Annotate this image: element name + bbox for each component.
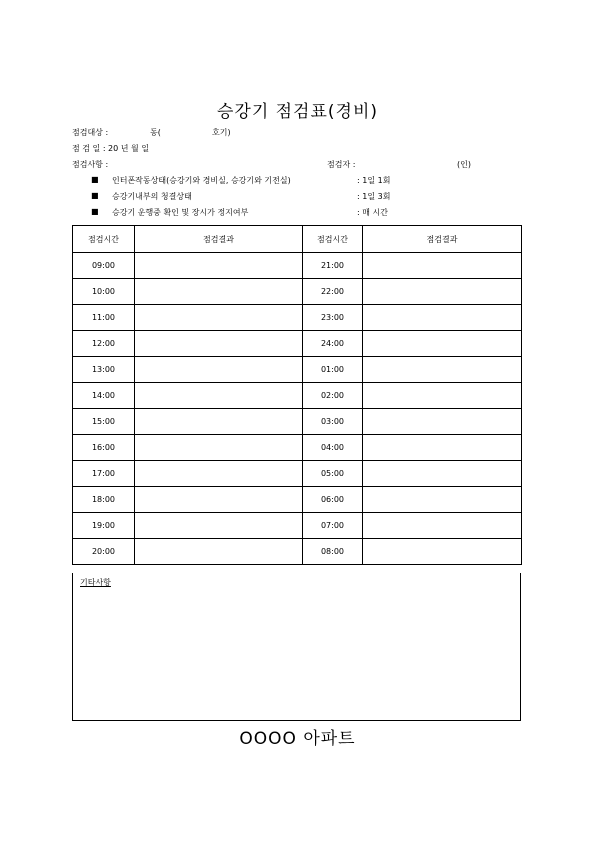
result-cell[interactable] (363, 305, 522, 331)
result-cell[interactable] (363, 409, 522, 435)
result-cell[interactable] (135, 357, 303, 383)
inspection-table (72, 225, 522, 565)
table-row (73, 253, 522, 279)
inspection-date: 점 검 일 : 20 년 월 일 (72, 144, 150, 153)
header-result-right: 점검결과 (363, 226, 522, 253)
time-cell: 16:00 (73, 435, 135, 461)
document-title: 승강기 점검표(경비) (216, 102, 379, 122)
result-cell[interactable] (135, 279, 303, 305)
checklist-frequency: : 1일 1회 (357, 176, 391, 185)
table-row (73, 409, 522, 435)
time-cell: 03:00 (303, 409, 363, 435)
result-cell[interactable] (135, 539, 303, 565)
result-cell[interactable] (135, 461, 303, 487)
time-cell: 06:00 (303, 487, 363, 513)
checklist-bullet: ■ (91, 175, 99, 184)
result-cell[interactable] (363, 357, 522, 383)
result-cell[interactable] (363, 279, 522, 305)
remarks-box[interactable] (72, 573, 521, 721)
time-cell: 14:00 (73, 383, 135, 409)
result-cell[interactable] (135, 435, 303, 461)
header-result-left: 점검결과 (135, 226, 303, 253)
table-body (73, 253, 522, 565)
checklist-item: 승강기내부의 청결상태 (112, 192, 192, 201)
result-cell[interactable] (363, 253, 522, 279)
result-cell[interactable] (135, 383, 303, 409)
time-cell: 05:00 (303, 461, 363, 487)
table-row (73, 539, 522, 565)
time-cell: 17:00 (73, 461, 135, 487)
result-cell[interactable] (363, 487, 522, 513)
header-time-left: 점검시간 (73, 226, 135, 253)
time-cell: 24:00 (303, 331, 363, 357)
checklist-frequency: : 매 시간 (357, 208, 388, 217)
target-ho: 호기) (212, 128, 231, 137)
table-row (73, 279, 522, 305)
inspector-label: 점검자 : (327, 160, 356, 169)
result-cell[interactable] (135, 409, 303, 435)
result-cell[interactable] (135, 513, 303, 539)
table-header-row (73, 226, 522, 253)
checklist-item: 인터폰작동상태(승강기와 경비실, 승강기와 기전실) (112, 176, 291, 185)
target-dong: 동( (150, 128, 161, 137)
result-cell[interactable] (363, 461, 522, 487)
time-cell: 21:00 (303, 253, 363, 279)
time-cell: 02:00 (303, 383, 363, 409)
time-cell: 01:00 (303, 357, 363, 383)
time-cell: 11:00 (73, 305, 135, 331)
time-cell: 23:00 (303, 305, 363, 331)
time-cell: 04:00 (303, 435, 363, 461)
header-time-right: 점검시간 (303, 226, 363, 253)
time-cell: 19:00 (73, 513, 135, 539)
table-row (73, 487, 522, 513)
table-row (73, 357, 522, 383)
time-cell: 18:00 (73, 487, 135, 513)
time-cell: 12:00 (73, 331, 135, 357)
result-cell[interactable] (363, 513, 522, 539)
target-label: 점검대상 : (72, 128, 109, 137)
result-cell[interactable] (363, 539, 522, 565)
time-cell: 13:00 (73, 357, 135, 383)
time-cell: 09:00 (73, 253, 135, 279)
checklist-bullet: ■ (91, 207, 99, 216)
items-label: 점검사항 : (72, 160, 109, 169)
time-cell: 07:00 (303, 513, 363, 539)
time-cell: 20:00 (73, 539, 135, 565)
time-cell: 08:00 (303, 539, 363, 565)
result-cell[interactable] (135, 331, 303, 357)
result-cell[interactable] (363, 383, 522, 409)
remarks-label: 기타사항 (80, 578, 111, 587)
time-cell: 22:00 (303, 279, 363, 305)
seal-mark: (인) (457, 160, 471, 169)
checklist-bullet: ■ (91, 191, 99, 200)
result-cell[interactable] (135, 305, 303, 331)
time-cell: 10:00 (73, 279, 135, 305)
table-row (73, 305, 522, 331)
result-cell[interactable] (363, 331, 522, 357)
result-cell[interactable] (363, 435, 522, 461)
apartment-name: OOOO 아파트 (239, 729, 356, 749)
table-row (73, 383, 522, 409)
checklist-frequency: : 1일 3회 (357, 192, 391, 201)
result-cell[interactable] (135, 487, 303, 513)
table-row (73, 435, 522, 461)
result-cell[interactable] (135, 253, 303, 279)
table-row (73, 513, 522, 539)
table-row (73, 461, 522, 487)
time-cell: 15:00 (73, 409, 135, 435)
table-row (73, 331, 522, 357)
checklist-item: 승강기 운행중 확인 및 장시가 정지여부 (112, 208, 249, 217)
